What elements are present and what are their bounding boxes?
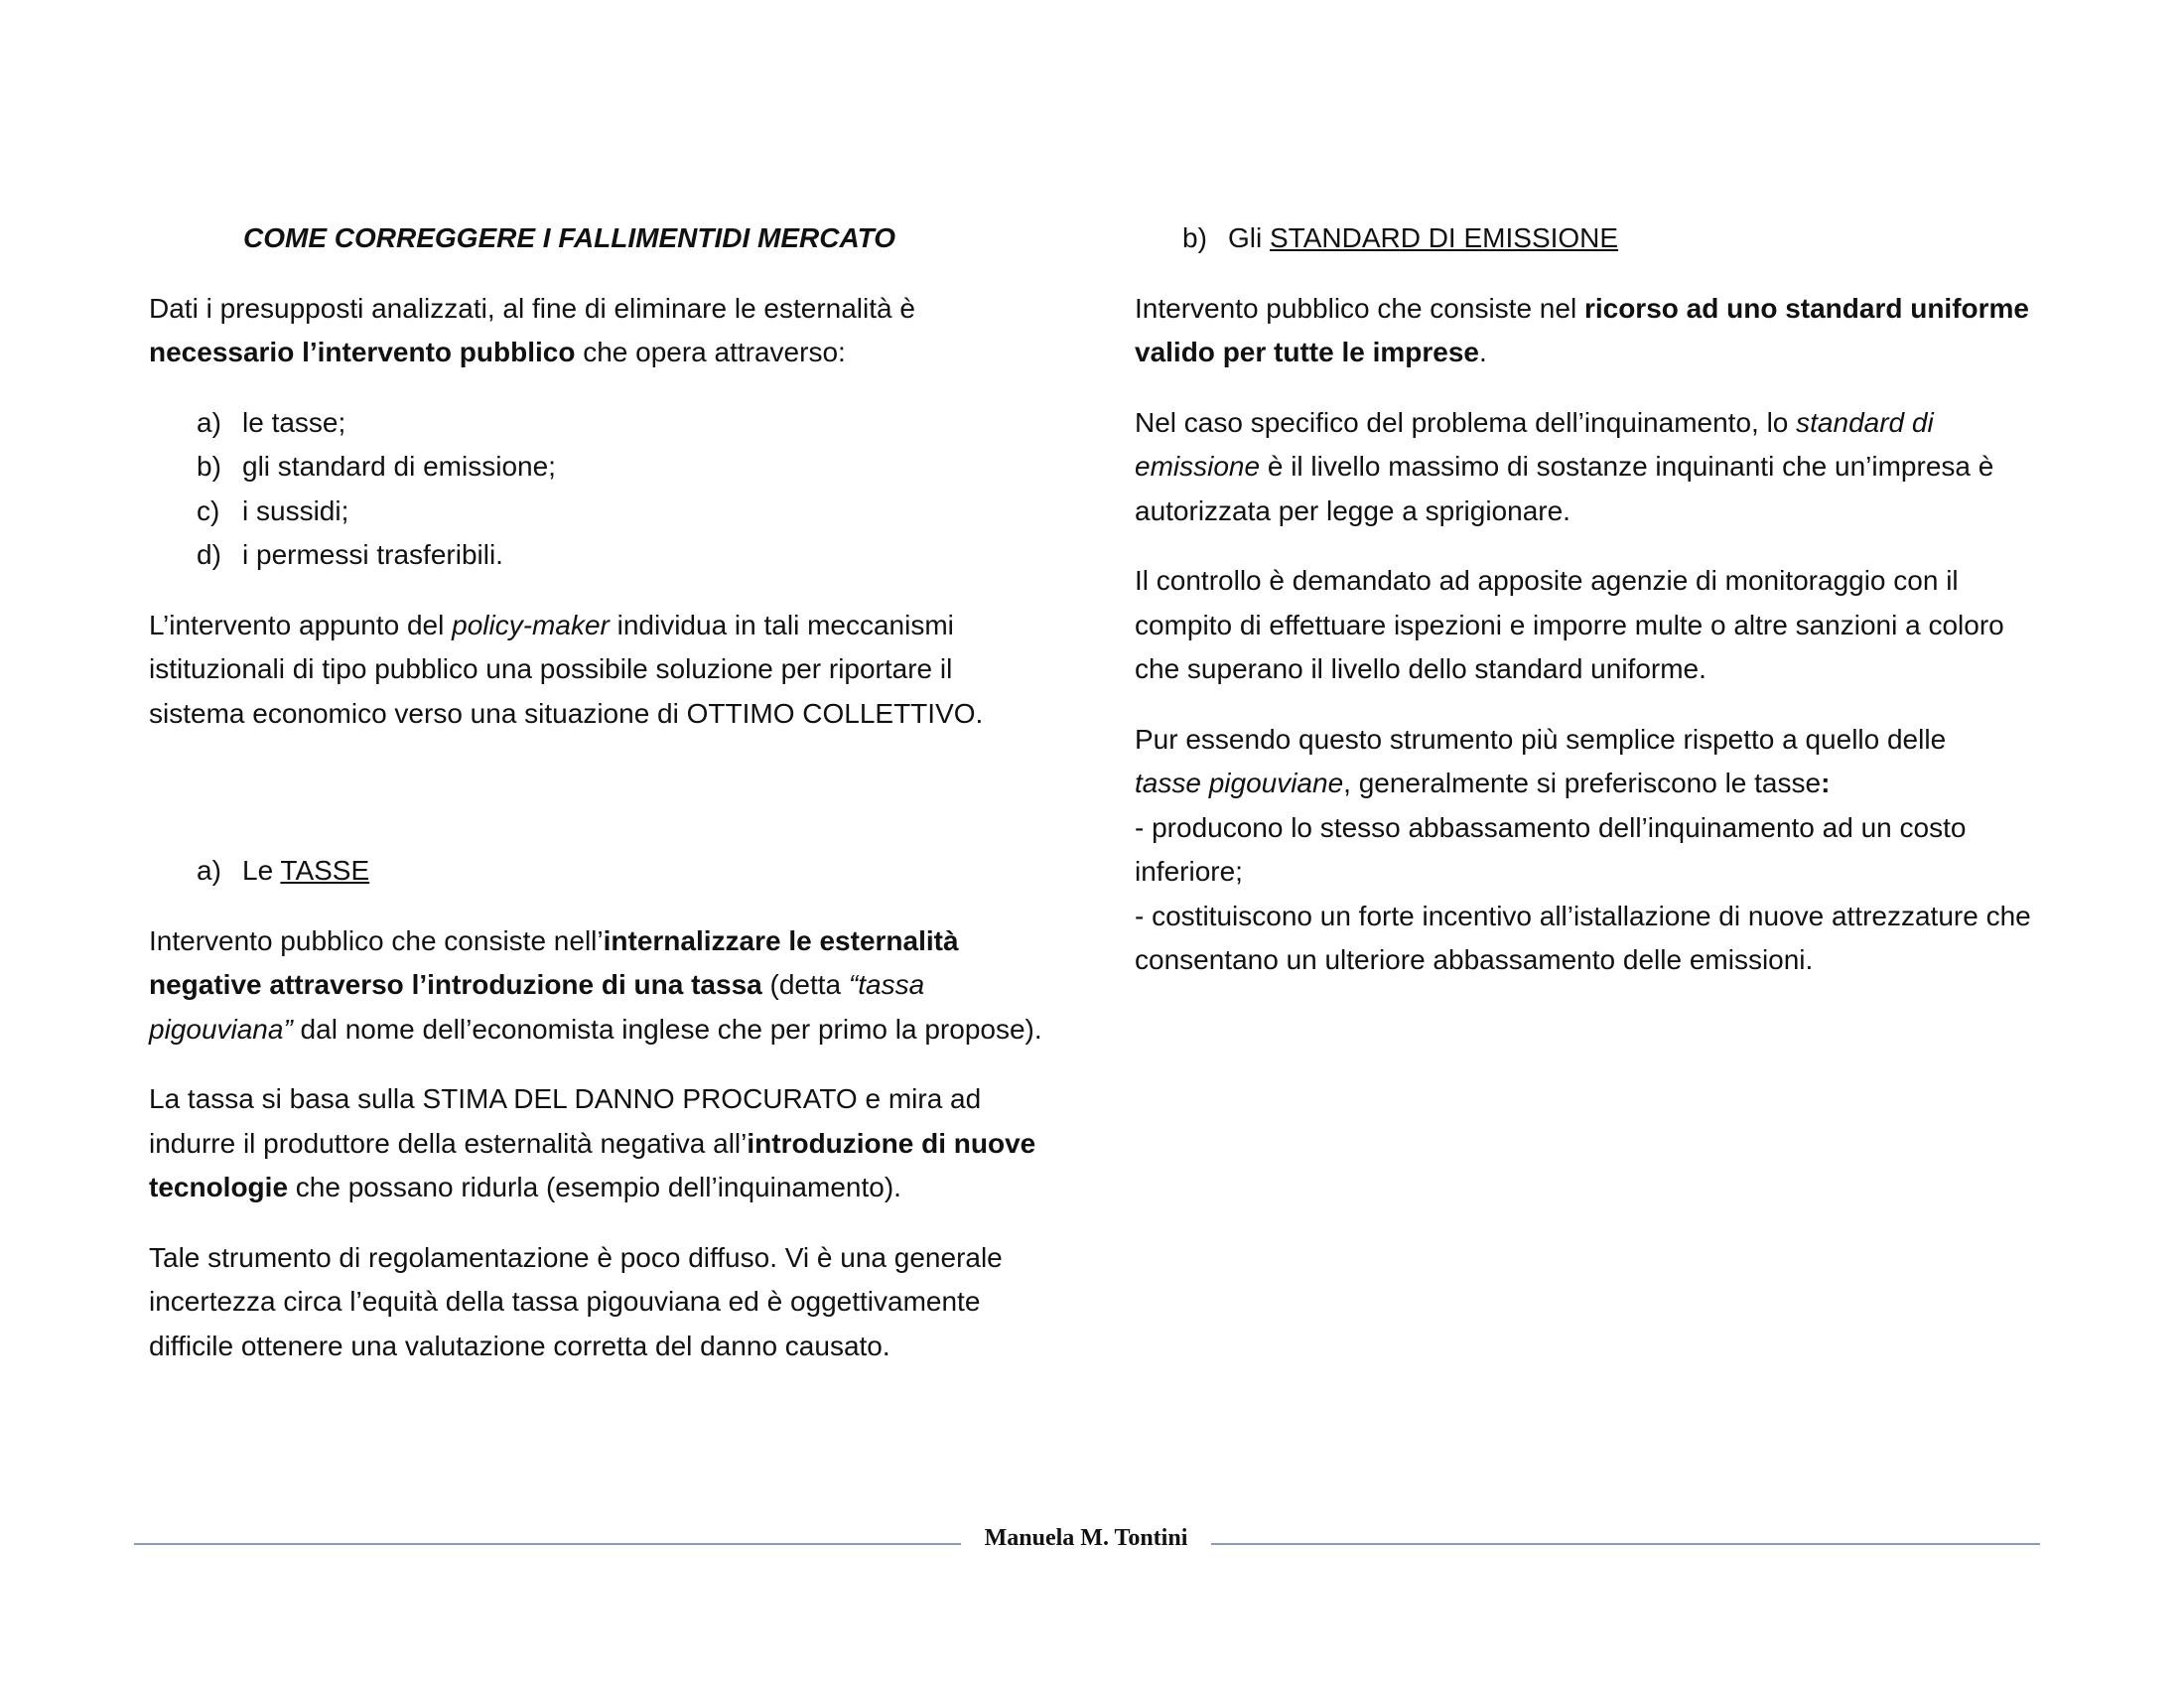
bullet-line: - producono lo stesso abbassamento dell’inquinamento ad un costo inferiore; — [1135, 811, 1967, 887]
policy-maker-term: policy-maker — [452, 609, 610, 640]
list-item: a) le tasse; — [197, 406, 346, 438]
list-item: d) i permessi trasferibili. — [197, 539, 503, 570]
page-title: COME CORREGGERE I FALLIMENTIDI MERCATO — [243, 222, 895, 253]
intro-text: Dati i presupposti analizzati, al fine di eliminare le esternalità è — [149, 292, 915, 324]
intro-bold: necessario l’intervento pubblico — [149, 337, 576, 367]
bullet-line: - costituiscono un forte incentivo all’istallazione di nuove attrezzature che consentano un ulteriore abbassamento delle emissioni. — [1135, 900, 2031, 975]
standard-paragraph-2: Nel caso specifico del problema dell’inquinamento, lo standard di emissione è il livello massimo di sostanze inquinanti che un’impresa è autorizzata per legge a sprigionare. — [1135, 406, 1994, 526]
footer-author: Manuela M. Tontini — [984, 1525, 1188, 1551]
instruments-list — [149, 401, 1042, 578]
standard-paragraph-1: Intervento pubblico che consiste nel ricorso ad uno standard uniforme valido per tutte le imprese. — [1135, 292, 2030, 367]
standard-paragraph-3: Il controllo è demandato ad apposite agenzie di monitoraggio con il compito di effettuare ispezioni e imporre multe o altre sanzioni a coloro che superano il livello dello standard uniforme. — [1135, 565, 2004, 684]
right-column — [1135, 216, 2043, 1009]
list-item: b) gli standard di emissione; — [197, 451, 556, 482]
left-column — [149, 216, 1042, 1394]
intro-paragraph — [149, 287, 1042, 375]
policy-paragraph: L’intervento appunto del policy-maker individua in tali meccanismi istituzionali di tipo pubblico una possibile soluzione per riportare il sistema economico verso una situazione di OTTIMO COLLETTIVO. — [149, 609, 984, 729]
intro-text-end: che opera attraverso: — [575, 337, 846, 367]
standard-paragraph-4: Pur essendo questo strumento più semplice rispetto a quello delle tasse pigouviane, generalmente si preferiscono le tasse: - producono lo stesso abbassamento dell’inquinamento ad un costo inferiore; - costituiscono un forte incentivo all’istallazione di nuove attrezzature che consentano un ulteriore abbassamento delle emissioni. — [1135, 723, 2031, 975]
footer-rule-left — [134, 1543, 961, 1545]
tasse-paragraph-2: La tassa si basa sulla STIMA DEL DANNO PROCURATO e mira ad indurre il produttore della esternalità negativa all’introduzione di nuove tecnologie che possano ridurla (esempio dell’inquinamento). — [149, 1083, 1036, 1202]
page-footer — [134, 1517, 2040, 1557]
tasse-paragraph-3: Tale strumento di regolamentazione è poco diffuso. Vi è una generale incertezza circa l’equità della tassa pigouviana ed è oggettivamente difficile ottenere una valutazione corretta del danno causato. — [149, 1241, 1003, 1361]
list-item: c) i sussidi; — [197, 494, 349, 526]
tasse-paragraph-1: Intervento pubblico che consiste nell’internalizzare le esternalità negative attraverso l’introduzione di una tassa (detta “tassa pigouviana” dal nome dell’economista inglese che per primo la propose). — [149, 924, 1042, 1045]
section-heading-tasse: a) Le TASSE — [197, 855, 370, 886]
section-heading-standard: b) Gli STANDARD DI EMISSIONE — [1182, 222, 1619, 253]
footer-rule-right — [1211, 1543, 2040, 1545]
